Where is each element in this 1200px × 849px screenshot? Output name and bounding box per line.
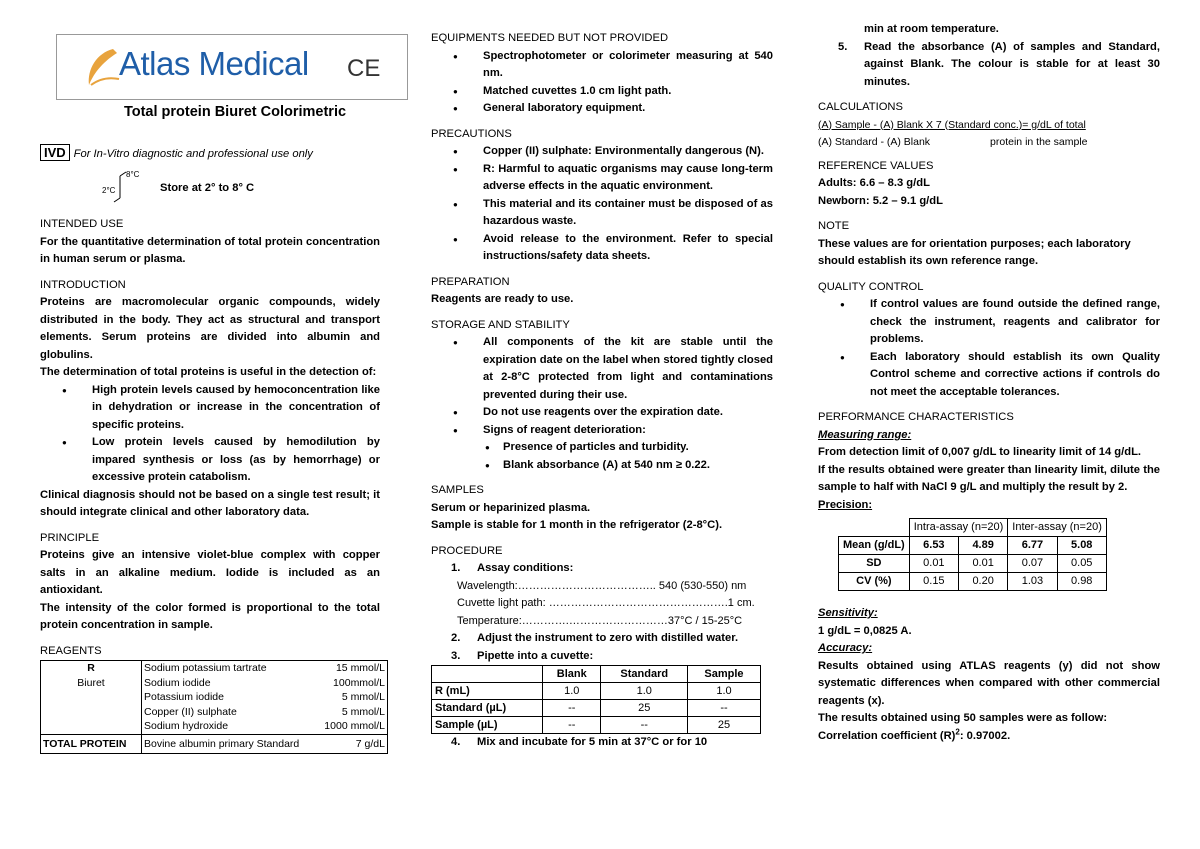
list-item: ● This material and its container must be disposed of as hazardous waste.	[431, 196, 773, 231]
table-cell: 1.0	[543, 683, 601, 700]
assay-conditions	[431, 578, 773, 631]
list-item	[431, 630, 773, 648]
list-item: ● Signs of reagent deterioration:	[431, 422, 773, 440]
quality-control-list	[818, 296, 1160, 401]
precautions-list	[431, 143, 773, 266]
note-text: These values are for orientation purposes; each laboratory should establish its own reference range.	[818, 237, 1131, 267]
calc-formula	[818, 117, 1160, 152]
temp-high: 8°C	[126, 170, 140, 179]
atlas-swoosh-icon	[83, 45, 123, 91]
table-row	[432, 683, 761, 700]
note-heading: NOTE	[818, 220, 850, 232]
cuvette-line: Cuvette light path: ………………………………………….1 cm.	[457, 597, 755, 609]
list-item: ● High protein levels caused by hemoconcentration like in dehydration or increase in the concentration of specific proteins.	[40, 382, 380, 435]
step-continuation: min at room temperature.	[864, 23, 999, 35]
table-cell: --	[543, 717, 601, 734]
table-cell: 0.05	[1057, 555, 1106, 573]
list-item	[431, 560, 773, 578]
step-number: 1.	[451, 562, 461, 574]
reference-newborn: Newborn: 5.2 – 9.1 g/dL	[818, 194, 943, 207]
table-cell: --	[688, 700, 761, 717]
list-item	[818, 39, 1160, 92]
intended-use-text: For the quantitative determination of total protein concentration in human serum or plasma.	[40, 235, 380, 265]
reagent-component: Sodium iodide	[144, 676, 211, 689]
reagent-component: Sodium hydroxide	[144, 720, 229, 732]
reagent-component: Copper (II) sulphate	[144, 705, 237, 718]
table-cell: Mean (g/dL)	[839, 537, 910, 555]
correlation-label: Correlation coefficient (R)	[818, 729, 956, 742]
list-item: ● Presence of particles and turbidity.	[431, 439, 773, 457]
table-header: Blank	[543, 666, 601, 683]
temp-low: 2°C	[102, 186, 116, 195]
step-number: 5.	[838, 40, 848, 53]
list-item: ● R: Harmful to aquatic organisms may cause long-term adverse effects in the aquatic environment.	[431, 161, 773, 196]
column-3	[818, 21, 1160, 745]
samples-text: Sample is stable for 1 month in the refrigerator (2-8°C).	[431, 519, 723, 531]
table-row	[41, 661, 388, 676]
ivd-badge: IVD	[40, 144, 70, 161]
table-cell: 0.20	[959, 573, 1008, 591]
step-text: Pipette into a cuvette:	[477, 649, 594, 662]
table-row	[432, 700, 761, 717]
reagent-concentration: 7 g/dL	[355, 737, 385, 750]
page-title: Total protein Biuret Colorimetric	[123, 104, 347, 120]
calc-line	[818, 134, 1160, 152]
table-cell: R (mL)	[432, 683, 543, 700]
reference-adults: Adults: 6.6 – 8.3 g/dL	[818, 177, 930, 189]
ivd-text: For In-Vitro diagnostic and professional use only	[73, 148, 313, 160]
table-cell: 1.0	[688, 683, 761, 700]
principle-paragraph: Proteins give an intensive violet-blue complex with copper salts in an alkaline medium. Iodide is included as an antioxidant.	[40, 549, 380, 596]
table-row	[839, 537, 1107, 555]
table-header: Intra-assay (n=20)	[909, 519, 1008, 537]
reagent-concentration: 100mmol/L	[333, 676, 385, 689]
accuracy-text: The results obtained using 50 samples were as follow:	[818, 712, 1108, 724]
table-cell: 0.01	[909, 555, 958, 573]
intro-paragraph: The determination of total proteins is useful in the detection of:	[40, 366, 377, 378]
table-cell: 0.98	[1057, 573, 1106, 591]
reagent-r-label: R	[87, 662, 95, 674]
table-header: Standard	[601, 666, 688, 683]
introduction-heading: INTRODUCTION	[40, 278, 126, 291]
store-text: Store at 2° to 8° C	[160, 182, 255, 194]
reagent-concentration: 1000 mmol/L	[324, 720, 385, 732]
table-cell: 6.77	[1008, 537, 1057, 555]
table-cell: 5.08	[1057, 537, 1106, 555]
calc-line	[818, 117, 1160, 135]
equipment-list	[431, 48, 773, 118]
step-text: Assay conditions:	[477, 562, 574, 574]
table-cell: 0.07	[1008, 555, 1057, 573]
table-cell: 1.0	[601, 683, 688, 700]
accuracy-heading: Accuracy:	[818, 642, 873, 654]
table-cell: 25	[688, 717, 761, 734]
calc-result-label: protein in the sample	[990, 136, 1088, 148]
step-number: 3.	[451, 649, 461, 662]
procedure-steps	[818, 39, 1160, 92]
table-row	[839, 573, 1107, 591]
table-cell: --	[601, 717, 688, 734]
list-item: ● If control values are found outside the defined range, check the instrument, reagents and calibrator for problems.	[818, 296, 1160, 349]
reagent-component: Sodium potassium tartrate	[144, 662, 267, 674]
correlation-line	[818, 728, 1160, 746]
list-item: ● Copper (II) sulphate: Environmentally dangerous (N).	[431, 143, 773, 161]
table-cell: --	[543, 700, 601, 717]
table-cell: 1.03	[1008, 573, 1057, 591]
atlas-medical-logo	[56, 34, 408, 100]
intro-paragraph: Proteins are macromolecular organic compounds, widely distributed in the body. They act as structural and transport elements. Serum proteins are divided into albumin and globulins.	[40, 296, 380, 361]
accuracy-text: Results obtained using ATLAS reagents (y) did not show systematic differences when compared with other commercial reagents (x).	[818, 659, 1160, 707]
column-2	[431, 30, 773, 752]
table-header: Sample	[688, 666, 761, 683]
calculations-heading: CALCULATIONS	[818, 101, 903, 113]
table-row	[839, 555, 1107, 573]
reagent-concentration: 5 mmol/L	[341, 691, 385, 703]
procedure-heading: PROCEDURE	[431, 544, 503, 557]
correlation-exponent: 2	[955, 726, 960, 736]
performance-heading: PERFORMANCE CHARACTERISTICS	[818, 411, 1014, 423]
reagent-r-cell	[41, 661, 142, 735]
equipment-heading: EQUIPMENTS NEEDED BUT NOT PROVIDED	[431, 32, 669, 44]
list-item: ● Each laboratory should establish its own Quality Control scheme and corrective actions if controls do not meet the acceptable tolerances.	[818, 349, 1160, 402]
wavelength-line: Wavelength:……………………………….. 540 (530-550) nm	[457, 579, 747, 592]
samples-heading: SAMPLES	[431, 484, 484, 496]
preparation-text: Reagents are ready to use.	[431, 293, 574, 305]
samples-text: Serum or heparinized plasma.	[431, 501, 591, 514]
precision-table	[838, 518, 1107, 591]
reagent-concentration: 5 mmol/L	[341, 705, 385, 718]
calc-numerator: (A) Sample - (A) Blank X 7 (Standard conc.)= g/dL of total	[818, 118, 1086, 131]
reagent-component: Bovine albumin primary Standard	[144, 737, 300, 750]
storage-heading: STORAGE AND STABILITY	[431, 318, 570, 331]
step-number: 2.	[451, 632, 461, 644]
list-item: ● Matched cuvettes 1.0 cm light path.	[431, 83, 773, 101]
reagent-concentration: 15 mmol/L	[335, 662, 385, 674]
table-row	[839, 519, 1107, 537]
table-cell: 25	[601, 700, 688, 717]
list-item: ● General laboratory equipment.	[431, 100, 773, 118]
list-item	[431, 648, 773, 666]
table-cell: 6.53	[909, 537, 958, 555]
step-text: Mix and incubate for 5 min at 37°C or for 10	[477, 736, 708, 748]
list-item	[431, 734, 773, 752]
reagents-heading: REAGENTS	[40, 644, 102, 657]
storage-list	[431, 334, 773, 439]
preparation-heading: PREPARATION	[431, 275, 510, 288]
intro-bullet-list	[40, 382, 380, 487]
precautions-heading: PRECAUTIONS	[431, 127, 512, 140]
list-item: ● Blank absorbance (A) at 540 nm ≥ 0.22.	[431, 457, 773, 475]
list-item: ● Avoid release to the environment. Refer to special instructions/safety data sheets.	[431, 231, 773, 266]
principle-heading: PRINCIPLE	[40, 531, 100, 544]
table-cell: 4.89	[959, 537, 1008, 555]
table-cell: Standard (µL)	[432, 700, 543, 717]
step-text: Read the absorbance (A) of samples and Standard, against Blank. The colour is stable for at least 30 minutes.	[864, 40, 1160, 88]
ivd-notice	[40, 144, 313, 164]
table-row	[432, 717, 761, 734]
deterioration-list	[431, 439, 773, 474]
table-header: Inter-assay (n=20)	[1008, 519, 1107, 537]
assay-table	[431, 665, 761, 734]
step-number: 4.	[451, 736, 461, 748]
temperature-line: Temperature:………….………………………37°C / 15-25°C	[457, 614, 743, 627]
measuring-range-text: From detection limit of 0,007 g/dL to linearity limit of 14 g/dL.	[818, 446, 1142, 458]
intro-paragraph: Clinical diagnosis should not be based on a single test result; it should integrate clinical and other laboratory data.	[40, 488, 380, 518]
table-cell: 0.01	[959, 555, 1008, 573]
reagent-r-name: Biuret	[77, 676, 105, 689]
procedure-steps	[431, 734, 773, 752]
table-cell: 0.15	[909, 573, 958, 591]
table-cell: CV (%)	[839, 573, 910, 591]
quality-control-heading: QUALITY CONTROL	[818, 280, 924, 293]
table-row	[432, 666, 761, 683]
table-cell: Sample (µL)	[432, 717, 543, 734]
principle-paragraph: The intensity of the color formed is proportional to the total protein concentration in sample.	[40, 601, 380, 631]
table-row	[41, 734, 388, 754]
procedure-steps	[431, 630, 773, 665]
correlation-value: : 0.97002.	[959, 729, 1011, 742]
measuring-range-text: If the results obtained were greater than linearity limit, dilute the sample to half with NaCl 9 g/L and multiply the result by 2.	[818, 463, 1160, 493]
measuring-range-heading: Measuring range:	[818, 428, 912, 441]
logo-text: Atlas Medical	[119, 45, 309, 82]
sensitivity-text: 1 g/dL = 0,0825 A.	[818, 624, 912, 637]
ce-mark: CE	[347, 55, 381, 82]
sensitivity-heading: Sensitivity:	[818, 607, 878, 619]
reference-heading: REFERENCE VALUES	[818, 159, 934, 172]
list-item: ● Low protein levels caused by hemodilution by impared synthesis or loss (as by hemorrhage) or excessive protein catabolism.	[40, 434, 380, 487]
list-item: ● Do not use reagents over the expiration date.	[431, 404, 773, 422]
procedure-steps	[431, 560, 773, 578]
list-item: ● Spectrophotometer or colorimeter measuring at 540 nm.	[431, 48, 773, 83]
intended-use-heading: INTENDED USE	[40, 218, 124, 230]
step-text: Adjust the instrument to zero with distilled water.	[477, 632, 739, 644]
precision-heading: Precision:	[818, 498, 873, 511]
list-item: ● All components of the kit are stable until the expiration date on the label when stored tightly closed at 2-8°C protected from light and contaminations prevented during their use.	[431, 334, 773, 404]
reagent-component: Potassium iodide	[144, 691, 224, 703]
table-cell: SD	[839, 555, 910, 573]
total-protein-label: TOTAL PROTEIN	[41, 734, 142, 754]
table-header	[432, 666, 543, 683]
calc-denominator: (A) Standard - (A) Blank	[818, 136, 931, 148]
reagents-table	[40, 660, 388, 754]
